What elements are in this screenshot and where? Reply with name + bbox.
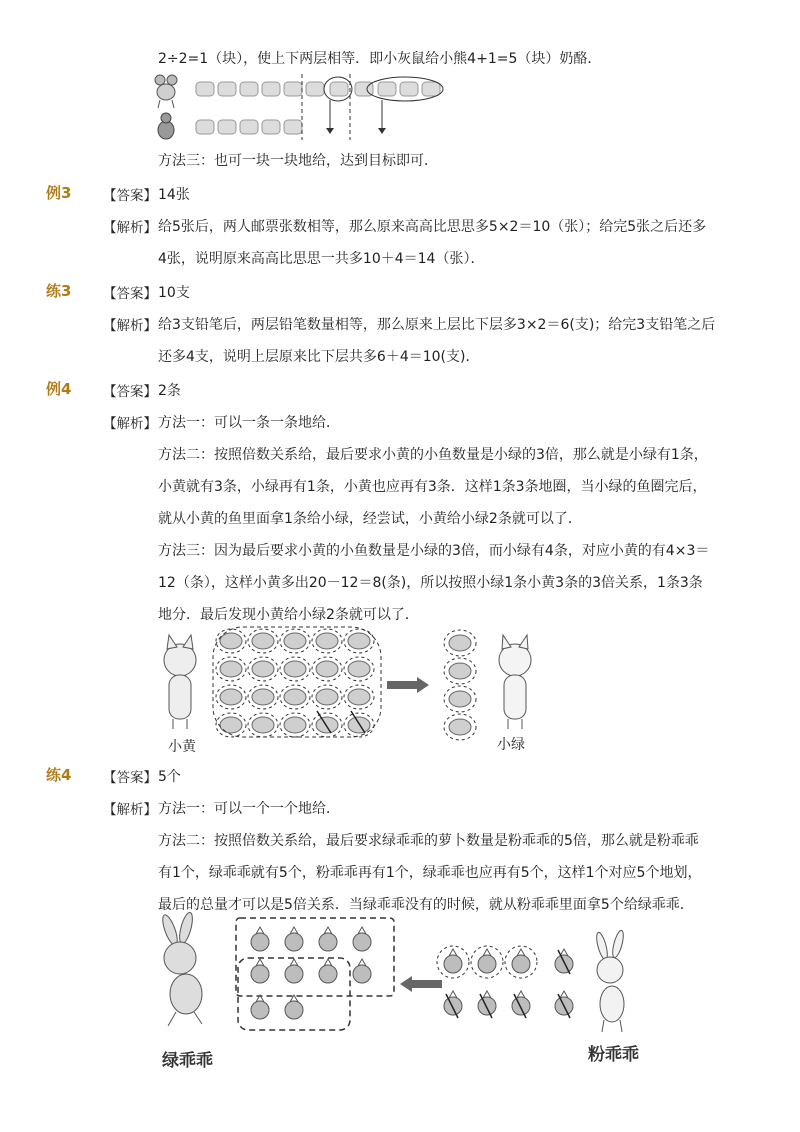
fish-icon — [316, 661, 338, 677]
fish-icon — [220, 633, 242, 649]
answer-value: 5个 — [158, 769, 181, 785]
fish-icon — [348, 717, 370, 733]
carrot-icon — [478, 997, 496, 1015]
answer-label: 【答案】 — [103, 188, 157, 204]
fish-icon — [316, 717, 338, 733]
cheese-icon — [196, 82, 440, 96]
analysis-line: 小黄就有3条，小绿再有1条，小黄也应再有3条．这样1条3条地圈，当小绿的鱼圈完后， — [158, 479, 707, 495]
answer-label: 【答案】 — [103, 384, 157, 400]
fig-right-name: 小绿 — [497, 737, 525, 753]
carrot-icon — [353, 965, 371, 983]
carrot-icon — [478, 955, 496, 973]
analysis-line: 给5张后，两人邮票张数相等，那么原来高高比思思多5×2＝10（张）；给完5张之后还多 — [158, 219, 707, 235]
fish-icon — [220, 661, 242, 677]
analysis-line: 就从小黄的鱼里面拿1条给小绿，经尝试，小黄给小绿2条就可以了． — [158, 511, 582, 527]
method3-line: 方法三：也可一块一块地给，达到目标即可． — [158, 153, 438, 169]
analysis-line: 给3支铅笔后，两层铅笔数量相等，那么原来上层比下层多3×2＝6(支)；给完3支铅笔之后 — [158, 317, 716, 333]
carrot-icon — [444, 955, 462, 973]
example-3-tag: 例3 — [46, 184, 72, 202]
fish-icon — [284, 661, 306, 677]
carrot-icon — [512, 997, 530, 1015]
fig-right-name: 粉乖乖 — [588, 1045, 639, 1065]
carrot-icon — [251, 927, 371, 1019]
fish-icon — [316, 689, 338, 705]
fish-icon — [252, 717, 274, 733]
fish-icon — [252, 633, 274, 649]
answer-value: 2条 — [158, 383, 181, 399]
fish-icon — [220, 717, 242, 733]
answer-value: 10支 — [158, 285, 190, 301]
analysis-label: 【解析】 — [103, 802, 157, 818]
answer-label: 【答案】 — [103, 286, 157, 302]
carrot-icon — [512, 955, 530, 973]
fig-left-name: 绿乖乖 — [162, 1051, 213, 1071]
fish-figure — [155, 625, 555, 760]
fish-icon — [216, 629, 374, 737]
cheese-figure — [150, 70, 450, 150]
analysis-label: 【解析】 — [103, 220, 157, 236]
analysis-label: 【解析】 — [103, 318, 157, 334]
analysis-line: 有1个，绿乖乖就有5个，粉乖乖再有1个，绿乖乖也应再有5个，这样1个对应5个地划， — [158, 865, 702, 881]
mouse-icon — [155, 75, 177, 108]
carrot-icon — [251, 1001, 269, 1019]
analysis-line: 地分．最后发现小黄给小绿2条就可以了． — [158, 607, 419, 623]
carrot-icon — [319, 933, 337, 951]
fig-left-name: 小黄 — [168, 739, 196, 755]
analysis-line: 方法三：因为最后要求小黄的小鱼数量是小绿的3倍，而小绿有4条，对应小黄的有4×3＝ — [158, 543, 710, 559]
analysis-line: 最后的总量才可以是5倍关系．当绿乖乖没有的时候，就从粉乖乖里面拿5个给绿乖乖． — [158, 897, 694, 913]
analysis-line: 4张，说明原来高高比思思一共多10＋4＝14（张）． — [158, 251, 485, 267]
fish-icon — [348, 689, 370, 705]
carrot-icon — [444, 997, 462, 1015]
bear-icon — [158, 113, 174, 139]
practice-4-tag: 练4 — [46, 766, 72, 784]
analysis-label: 【解析】 — [103, 416, 157, 432]
analysis-line: 12（条），这样小黄多出20－12＝8(条)，所以按照小绿1条小黄3条的3倍关系，1条3条 — [158, 575, 703, 591]
analysis-line: 方法一：可以一个一个地给． — [158, 801, 340, 817]
fish-icon — [348, 633, 370, 649]
analysis-line: 方法二：按照倍数关系给，最后要求绿乖乖的萝卜数量是粉乖乖的5倍，那么就是粉乖乖 — [158, 833, 699, 849]
arrow-icon — [387, 677, 429, 693]
fish-icon — [348, 661, 370, 677]
practice-3-tag: 练3 — [46, 282, 72, 300]
fish-icon — [220, 689, 242, 705]
carrot-icon — [251, 965, 269, 983]
intro-line: 2÷2=1（块），使上下两层相等．即小灰鼠给小熊4+1=5（块）奶酪． — [158, 51, 602, 67]
example-4-tag: 例4 — [46, 380, 72, 398]
carrot-icon — [251, 933, 269, 951]
carrot-icon — [555, 955, 573, 973]
fish-icon — [284, 633, 306, 649]
fish-icon — [252, 689, 274, 705]
analysis-line: 方法二：按照倍数关系给，最后要求小黄的小鱼数量是小绿的3倍，那么就是小绿有1条， — [158, 447, 708, 463]
carrot-icon — [353, 933, 371, 951]
carrot-icon — [285, 1001, 303, 1019]
rabbit-icon — [160, 911, 202, 1026]
analysis-line: 还多4支，说明上层原来比下层共多6＋4＝10(支)． — [158, 349, 480, 365]
cat-icon — [164, 635, 196, 729]
analysis-line: 方法一：可以一条一条地给． — [158, 415, 340, 431]
carrot-icon — [285, 933, 303, 951]
fish-icon — [284, 717, 306, 733]
fish-icon — [252, 661, 274, 677]
fish-icon — [284, 689, 306, 705]
carrot-icon — [319, 965, 337, 983]
fish-icon — [316, 633, 338, 649]
answer-value: 14张 — [158, 187, 190, 203]
carrot-icon — [285, 965, 303, 983]
answer-label: 【答案】 — [103, 770, 157, 786]
